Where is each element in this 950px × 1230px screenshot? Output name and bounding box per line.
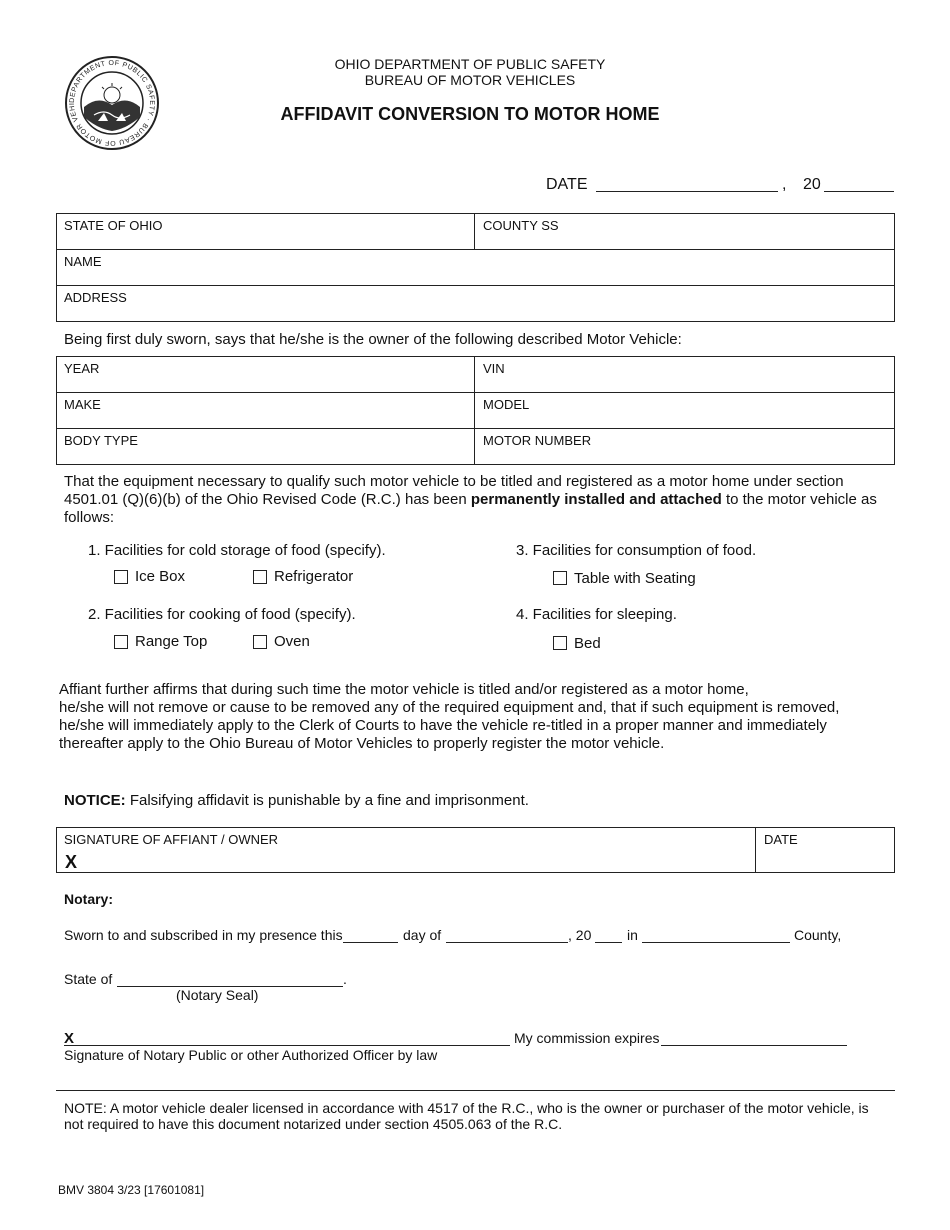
vin-field[interactable] [475, 356, 895, 392]
refrigerator-checkbox[interactable] [253, 570, 267, 584]
table-with-seating-label: Table with Seating [574, 570, 696, 587]
signature-date-field[interactable] [756, 827, 895, 873]
bed-checkbox[interactable] [553, 636, 567, 650]
notary-county-label: County, [794, 927, 842, 943]
affiant-signature-field[interactable] [56, 827, 755, 873]
notice [64, 792, 529, 810]
facility-item-4: 4. Facilities for sleeping. [516, 606, 677, 623]
notary-state-period: . [343, 971, 347, 987]
notary-day-of: day of [403, 927, 442, 943]
model-label: MODEL [483, 397, 530, 412]
affirmation-line-4: thereafter apply to the Ohio Bureau of Motor Vehicles to properly register the motor vehicle. [59, 735, 665, 752]
notary-sworn-text: Sworn to and subscribed in my presence this [64, 927, 343, 943]
address-label: ADDRESS [64, 290, 127, 305]
body-type-field[interactable] [56, 428, 474, 464]
equipment-intro-part2: to the motor vehicle as follows: [64, 491, 877, 526]
state-label: STATE OF OHIO [64, 218, 163, 233]
year-prefix: 20 [803, 176, 821, 193]
agency-name: OHIO DEPARTMENT OF PUBLIC SAFETY [334, 56, 606, 72]
county-field[interactable] [475, 213, 895, 249]
notary-in: in [627, 927, 638, 943]
signature-mark: X [65, 852, 78, 872]
commission-expires-field[interactable] [661, 1045, 847, 1046]
equipment-intro [64, 473, 894, 527]
notary-county-field[interactable] [642, 942, 790, 943]
sworn-intro: Being first duly sworn, says that he/she is the owner of the following described Motor Vehicle: [64, 331, 682, 348]
dealer-note-line-1: NOTE: A motor vehicle dealer licensed in accordance with 4517 of the R.C., who is the owner or purchaser of the motor vehicle, is [64, 1100, 869, 1116]
facility-item-2: 2. Facilities for cooking of food (specify). [88, 606, 356, 623]
notary-signature-mark: X [64, 1030, 75, 1047]
notary-heading: Notary: [64, 891, 114, 907]
notice-text: Falsifying affidavit is punishable by a fine and imprisonment. [125, 792, 529, 809]
date-label: DATE [546, 176, 588, 193]
range-top-label: Range Top [135, 633, 208, 650]
body-type-label: BODY TYPE [64, 433, 138, 448]
equipment-intro-part1: That the equipment necessary to qualify such motor vehicle to be titled and registered as a motor home under section 4501.01 (Q)(6)(b) of the Ohio Revised Code (R.C.) has been [64, 473, 844, 508]
make-field[interactable] [56, 392, 474, 428]
ice-box-checkbox[interactable] [114, 570, 128, 584]
oven-checkbox[interactable] [253, 635, 267, 649]
dealer-note-line-2: not required to have this document notarized under section 4505.063 of the R.C. [64, 1116, 563, 1132]
notary-day-field[interactable] [343, 942, 398, 943]
year-field[interactable] [824, 191, 894, 192]
oven-label: Oven [274, 633, 310, 650]
notary-state-label: State of [64, 971, 113, 987]
date-comma: , [782, 176, 787, 193]
facility-item-1: 1. Facilities for cold storage of food (specify). [88, 542, 386, 559]
page-title: AFFIDAVIT CONVERSION TO MOTOR HOME [280, 104, 660, 124]
model-field[interactable] [475, 392, 895, 428]
affirmation-line-2: he/she will not remove or cause to be removed any of the required equipment and, that if such equipment is removed, [59, 699, 840, 716]
signature-label: SIGNATURE OF AFFIANT / OWNER [64, 832, 279, 847]
table-with-seating-checkbox[interactable] [553, 571, 567, 585]
facility-item-3: 3. Facilities for consumption of food. [516, 542, 757, 559]
signature-date-label: DATE [764, 832, 798, 847]
address-field[interactable] [56, 285, 895, 321]
date-field[interactable] [596, 191, 778, 192]
bureau-name: BUREAU OF MOTOR VEHICLES [364, 72, 576, 88]
notice-label: NOTICE: [64, 792, 126, 809]
motor-number-label: MOTOR NUMBER [483, 433, 592, 448]
name-field[interactable] [56, 249, 895, 285]
name-label: NAME [64, 254, 102, 269]
commission-label: My commission expires [514, 1030, 660, 1046]
vin-label: VIN [483, 361, 505, 376]
seal-text: DEPARTMENT OF PUBLIC SAFETY · BUREAU OF MOTOR VEHI [68, 59, 156, 147]
notary-month-field[interactable] [446, 942, 568, 943]
motor-number-field[interactable] [475, 428, 895, 464]
state-field[interactable] [56, 213, 474, 249]
range-top-checkbox[interactable] [114, 635, 128, 649]
form-id: BMV 3804 3/23 [17601081] [58, 1183, 205, 1197]
notary-year-prefix: , 20 [568, 927, 592, 943]
equipment-intro-bold: permanently installed and attached [470, 491, 722, 508]
bed-label: Bed [574, 635, 601, 652]
notary-seal-label: (Notary Seal) [176, 987, 259, 1003]
ice-box-label: Ice Box [135, 568, 186, 585]
notary-year-field[interactable] [595, 942, 622, 943]
county-label: COUNTY SS [483, 218, 559, 233]
refrigerator-label: Refrigerator [274, 568, 354, 585]
year-label: YEAR [64, 361, 100, 376]
year-vehicle-field[interactable] [56, 356, 474, 392]
make-label: MAKE [64, 397, 101, 412]
affirmation-line-1: Affiant further affirms that during such time the motor vehicle is titled and/or registered as a motor home, [59, 681, 749, 698]
affirmation-line-3: he/she will immediately apply to the Clerk of Courts to have the vehicle re-titled in a proper manner and immediately [59, 717, 827, 734]
notary-signature-field[interactable] [64, 1045, 510, 1046]
notary-signature-caption: Signature of Notary Public or other Authorized Officer by law [64, 1047, 438, 1063]
section-divider [56, 1090, 895, 1091]
